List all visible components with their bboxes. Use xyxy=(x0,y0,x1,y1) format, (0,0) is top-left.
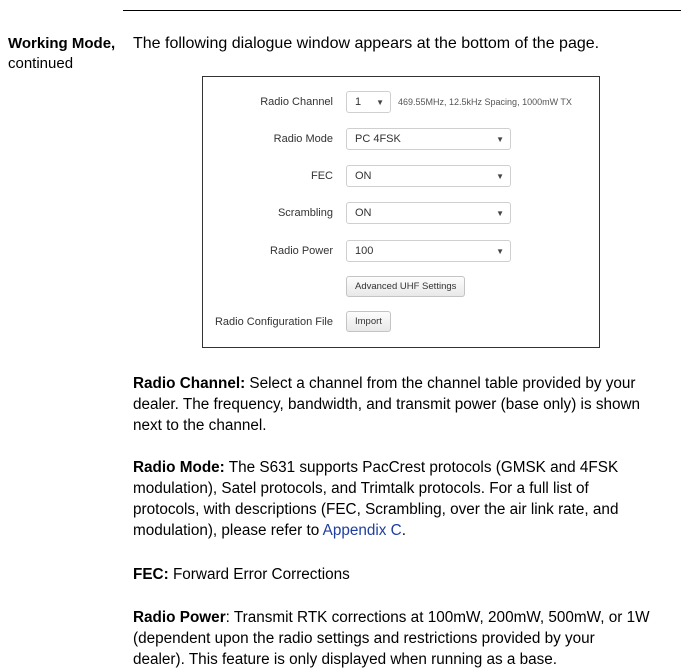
radio-channel-info: 469.55MHz, 12.5kHz Spacing, 1000mW TX xyxy=(398,97,572,107)
intro-text: The following dialogue window appears at the bottom of the page. xyxy=(133,35,600,52)
radio-mode-text-2: modulation), Satel protocols, and Trimtalk protocols. For a full list of xyxy=(133,480,589,497)
chevron-down-icon: ▼ xyxy=(496,209,504,218)
radio-power-text-3: dealer). This feature is only displayed when running as a base. xyxy=(133,651,558,668)
radio-mode-select[interactable] xyxy=(346,128,511,150)
radio-mode-row xyxy=(203,128,599,150)
chevron-down-icon: ▼ xyxy=(496,247,504,256)
scrambling-value: ON xyxy=(355,207,372,219)
radio-channel-text-2: dealer. The frequency, bandwidth, and transmit power (base only) is shown xyxy=(133,396,641,413)
scrambling-row xyxy=(203,202,599,224)
radio-mode-description xyxy=(133,457,678,541)
appendix-c-link[interactable]: Appendix C xyxy=(322,522,402,539)
section-label-continued: continued xyxy=(8,55,74,72)
radio-channel-select[interactable] xyxy=(346,91,391,113)
fec-label: FEC xyxy=(311,170,333,182)
fec-value: ON xyxy=(355,170,372,182)
chevron-down-icon: ▼ xyxy=(496,135,504,144)
radio-channel-text-1: Select a channel from the channel table provided by your xyxy=(245,375,636,392)
config-file-row xyxy=(203,311,599,333)
radio-power-row xyxy=(203,240,599,262)
radio-mode-text-4: modulation), please refer to xyxy=(133,522,323,539)
chevron-down-icon: ▼ xyxy=(376,98,384,107)
radio-power-text-2: (dependent upon the radio settings and restrictions provided by your xyxy=(133,630,595,647)
top-rule xyxy=(123,10,681,11)
radio-mode-text-4-end: . xyxy=(401,522,406,539)
radio-mode-text-1: The S631 supports PacCrest protocols (GMSK and 4FSK xyxy=(224,459,619,476)
radio-channel-description xyxy=(133,373,678,436)
fec-text: Forward Error Corrections xyxy=(168,566,350,583)
radio-mode-text-3: protocols, with descriptions (FEC, Scrambling, over the air link rate, and xyxy=(133,501,619,518)
scrambling-label: Scrambling xyxy=(277,207,333,219)
radio-channel-text-3: next to the channel. xyxy=(133,417,267,434)
radio-channel-value: 1 xyxy=(355,96,362,108)
radio-mode-term: Radio Mode: xyxy=(133,459,225,476)
radio-mode-label: Radio Mode xyxy=(273,133,333,145)
fec-term: FEC: xyxy=(133,566,169,583)
fec-select[interactable] xyxy=(346,165,511,187)
radio-mode-value: PC 4FSK xyxy=(355,133,401,145)
radio-power-text-1: : Transmit RTK corrections at 100mW, 200mW, 500mW, or 1W xyxy=(225,609,650,626)
section-side-label xyxy=(8,34,115,74)
advanced-row xyxy=(203,276,599,298)
scrambling-select[interactable] xyxy=(346,202,511,224)
radio-power-description xyxy=(133,607,678,670)
radio-power-value: 100 xyxy=(355,245,374,257)
fec-row xyxy=(203,165,599,187)
radio-settings-dialog xyxy=(202,76,600,348)
radio-channel-term: Radio Channel: xyxy=(133,375,246,392)
fec-description xyxy=(133,564,678,585)
radio-power-label: Radio Power xyxy=(270,245,333,257)
advanced-uhf-settings-button[interactable]: Advanced UHF Settings xyxy=(346,276,465,297)
chevron-down-icon: ▼ xyxy=(496,172,504,181)
section-label: Working Mode, xyxy=(8,35,116,52)
import-button[interactable]: Import xyxy=(346,311,391,332)
radio-power-term: Radio Power xyxy=(133,609,226,626)
config-file-label: Radio Configuration File xyxy=(214,316,333,328)
radio-channel-row xyxy=(203,91,599,113)
radio-power-select[interactable] xyxy=(346,240,511,262)
radio-channel-label: Radio Channel xyxy=(260,96,333,108)
